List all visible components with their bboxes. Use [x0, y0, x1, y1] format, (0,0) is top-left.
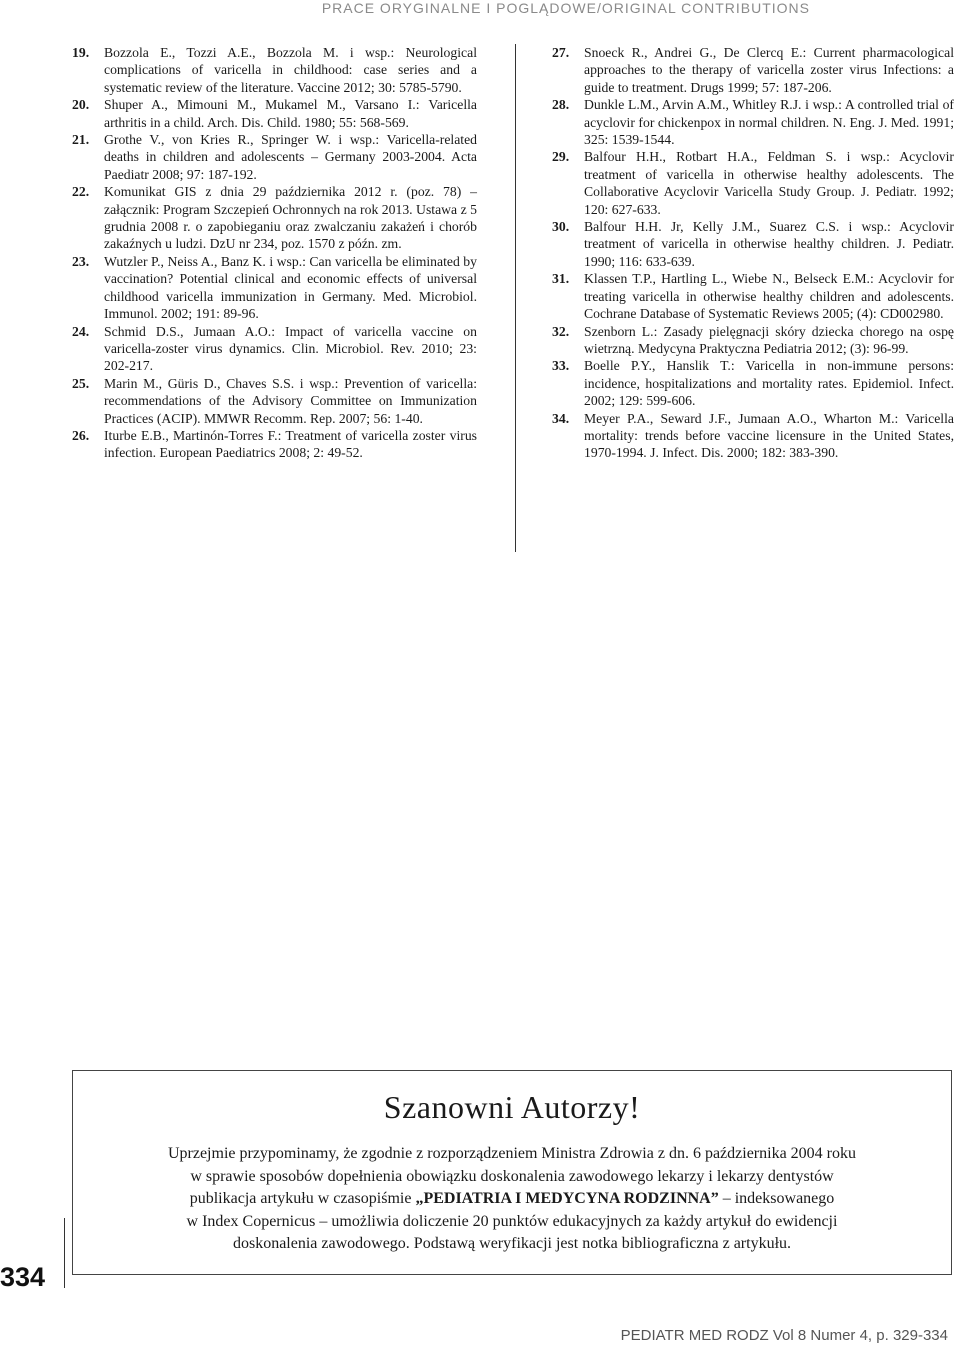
- notice-line: w Index Copernicus – umożliwia doliczenie 20 punktów edukacyjnych za każdy artykuł do ewidencji: [186, 1212, 838, 1230]
- references-right-column: [552, 44, 954, 462]
- reference-number: 19.: [72, 45, 90, 60]
- reference-item: [552, 357, 954, 409]
- reference-item: [72, 131, 477, 183]
- reference-number: 24.: [72, 323, 90, 339]
- reference-text: Bozzola E., Tozzi A.E., Bozzola M. i wsp.: Neurological complications of varicella in childhood: case series and a systematic review of the literature. Vaccine 2012; 30: 5785-5790.: [104, 45, 477, 95]
- page-number-rule: [64, 1218, 65, 1288]
- reference-text: Iturbe E.B., Martinón-Torres F.: Treatment of varicella zoster virus infection. European Paediatrics 2008; 2: 49-52.: [104, 427, 477, 461]
- reference-text: Balfour H.H., Rotbart H.A., Feldman S. i wsp.: Acyclovir treatment of varicella in otherwise healthy adolescents. The Collaborative Acyclovir Varicella Study Group. J. Pediatr. 1992; 120: 627-633.: [584, 149, 954, 217]
- reference-item: [552, 270, 954, 322]
- reference-text: Dunkle L.M., Arvin A.M., Whitley R.J. i wsp.: A controlled trial of acyclovir for chickenpox in normal children. N. Eng. J. Med. 1991; 325: 1539-1544.: [584, 97, 954, 148]
- reference-text: Szenborn L.: Zasady pielęgnacji skóry dziecka chorego na ospę wietrzną. Medycyna Praktyczna Pediatria 2012; (3): 96-99.: [584, 323, 954, 356]
- journal-name: „PEDIATRIA I MEDYCYNA RODZINNA”: [415, 1190, 719, 1207]
- notice-text: – indeksowanego: [718, 1190, 835, 1207]
- reference-item: [552, 44, 954, 96]
- reference-item: [72, 323, 477, 375]
- journal-footer: PEDIATR MED RODZ Vol 8 Numer 4, p. 329-334: [620, 1327, 948, 1344]
- authors-notice-box: [72, 1070, 952, 1275]
- reference-item: [72, 427, 477, 462]
- page-number: 334: [0, 1262, 46, 1292]
- reference-item: [72, 375, 477, 427]
- reference-number: 34.: [552, 410, 570, 426]
- reference-number: 21.: [72, 132, 90, 148]
- reference-text: Grothe V., von Kries R., Springer W. i wsp.: Varicella-related deaths in children and adolescents – Germany 2003-2004. Acta Paediatr 2008; 97: 187-192.: [104, 132, 477, 182]
- reference-number: 27.: [552, 45, 570, 60]
- reference-number: 25.: [72, 375, 90, 391]
- reference-number: 28.: [552, 97, 570, 113]
- reference-item: [552, 323, 954, 358]
- reference-item: [552, 96, 954, 148]
- reference-text: Komunikat GIS z dnia 29 października 2012 r. (poz. 78) – załącznik: Program Szczepień Ochronnych na rok 2013. Ustawa z 5 grudnia 2008 r. o zapobieganiu oraz zwalczaniu zakażeń i chorób zakaźnych u ludzi. DzU nr 234, poz. 1570 z późn. zm.: [104, 184, 477, 252]
- reference-item: [552, 218, 954, 270]
- reference-number: 32.: [552, 323, 570, 339]
- running-header: PRACE ORYGINALNE I POGLĄDOWE/ORIGINAL CONTRIBUTIONS: [321, 0, 810, 16]
- reference-item: [552, 148, 954, 218]
- reference-number: 31.: [552, 271, 570, 287]
- reference-number: 30.: [552, 219, 570, 235]
- reference-item: [72, 44, 477, 96]
- reference-item: [72, 96, 477, 131]
- reference-text: Meyer P.A., Seward J.F., Jumaan A.O., Wharton M.: Varicella mortality: trends before vaccine licensure in the United States, 1970-1994. J. Infect. Dis. 2000; 182: 383-390.: [584, 410, 954, 461]
- reference-item: [72, 183, 477, 253]
- notice-text: publikacja artykułu w czasopiśmie: [189, 1190, 416, 1207]
- reference-number: 22.: [72, 184, 90, 200]
- reference-number: 26.: [72, 427, 90, 443]
- reference-text: Schmid D.S., Jumaan A.O.: Impact of varicella vaccine on varicella-zoster virus dynamics. Clin. Microbiol. Rev. 2010; 23: 202-217.: [104, 323, 477, 374]
- reference-item: [552, 410, 954, 462]
- notice-line: [99, 1188, 925, 1211]
- reference-number: 29.: [552, 149, 570, 165]
- reference-item: [72, 253, 477, 323]
- reference-text: Marin M., Güris D., Chaves S.S. i wsp.: Prevention of varicella: recommendations of the Advisory Committee on Immunization Practices (ACIP). MMWR Recomm. Rep. 2007; 56: 1-40.: [104, 375, 477, 426]
- reference-text: Klassen T.P., Hartling L., Wiebe N., Belseck E.M.: Acyclovir for treating varicella in otherwise healthy children and adolescents. Cochrane Database of Systematic Reviews 2005; (4): CD002980.: [584, 271, 954, 322]
- column-divider: [515, 44, 516, 552]
- notice-line: w sprawie sposobów dopełnienia obowiązku doskonalenia zawodowego lekarzy i lekarzy dentystów: [190, 1167, 834, 1185]
- reference-number: 20.: [72, 97, 90, 113]
- notice-body: [99, 1143, 925, 1256]
- reference-text: Snoeck R., Andrei G., De Clercq E.: Current pharmacological approaches to the therapy of varicella zoster virus Infections: a guide to treatment. Drugs 1999; 57: 187-206.: [584, 45, 954, 95]
- notice-line: Uprzejmie przypominamy, że zgodnie z rozporządzeniem Ministra Zdrowia z dn. 6 października 2004 roku: [167, 1145, 857, 1162]
- reference-text: Shuper A., Mimouni M., Mukamel M., Varsano I.: Varicella arthritis in a child. Arch. Dis. Child. 1980; 55: 568-569.: [104, 97, 477, 130]
- reference-text: Boelle P.Y., Hanslik T.: Varicella in non-immune persons: incidence, hospitalizations and mortality rates. Epidemiol. Infect. 2002; 129: 599-606.: [584, 358, 954, 409]
- reference-text: Wutzler P., Neiss A., Banz K. i wsp.: Can varicella be eliminated by vaccination? Potential clinical and economic effects of universal childhood varicella immunization in Germany. Med. Microbiol. Immunol. 2002; 191: 89-96.: [104, 253, 477, 322]
- notice-title: Szanowni Autorzy!: [383, 1089, 641, 1125]
- reference-number: 23.: [72, 253, 90, 269]
- notice-line: doskonalenia zawodowego. Podstawą weryfikacji jest notka bibliograficzna z artykułu.: [232, 1235, 792, 1252]
- references-left-column: [72, 44, 477, 462]
- reference-text: Balfour H.H. Jr, Kelly J.M., Suarez C.S. i wsp.: Acyclovir treatment of varicella in otherwise healthy children. J. Pediatr. 1990; 116: 633-639.: [584, 219, 954, 269]
- reference-number: 33.: [552, 358, 570, 374]
